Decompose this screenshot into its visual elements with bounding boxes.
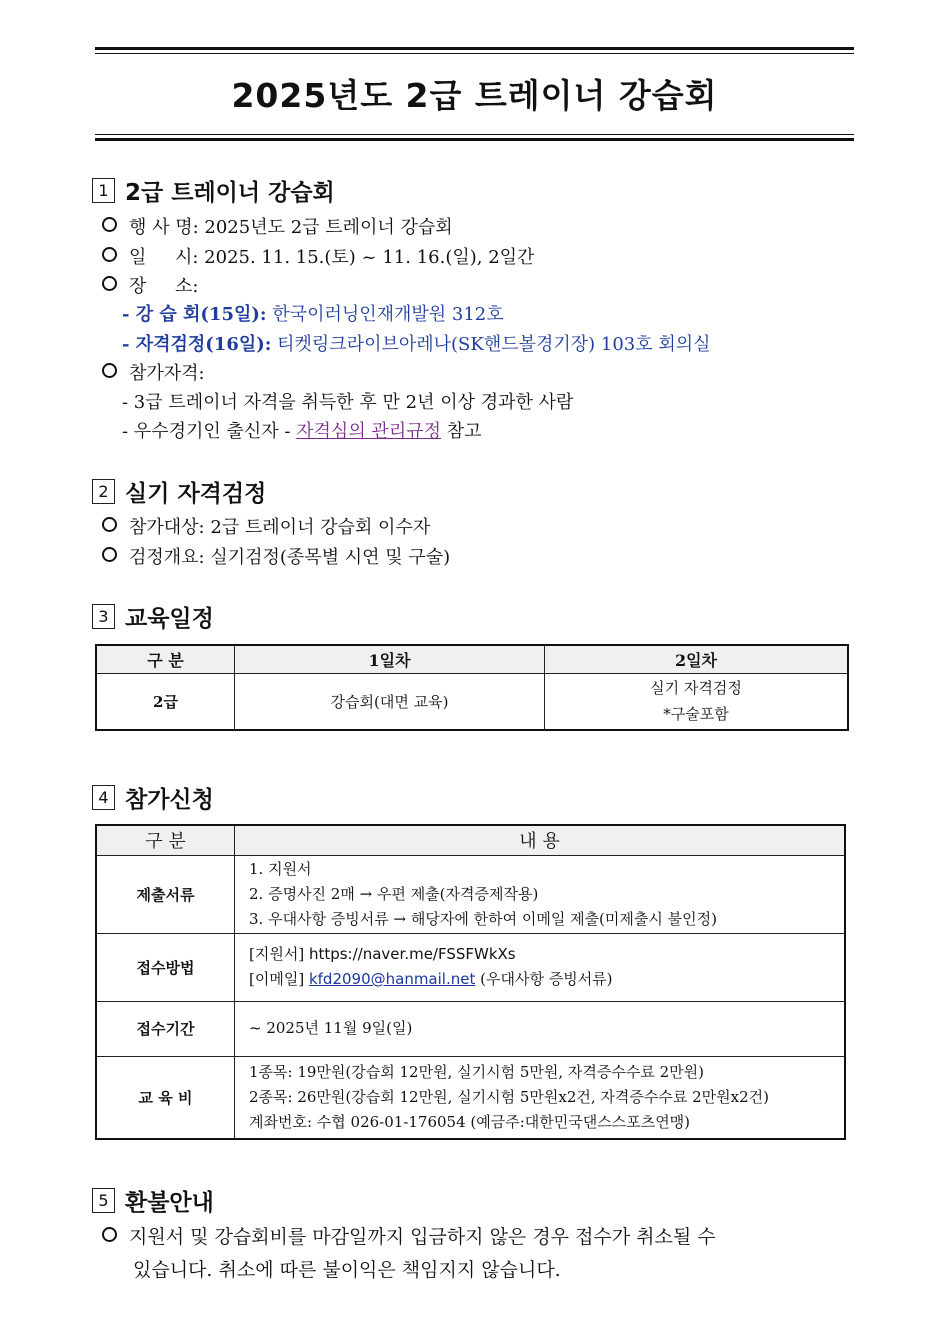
section-title: 2급 트레이너 강습회 (125, 180, 335, 206)
method-line-1 (249, 942, 843, 967)
period-content: ~ 2025년 11월 9일(일) (235, 1001, 846, 1056)
circle-bullet-icon (102, 217, 117, 232)
docs-content (235, 855, 846, 933)
refund-line-1 (102, 1222, 716, 1249)
method-content (235, 933, 846, 1001)
event-name-line (102, 213, 453, 239)
method-line-2 (249, 967, 843, 992)
section-title: 참가신청 (125, 787, 214, 813)
schedule-header-day2: 2일차 (545, 645, 849, 673)
schedule-day2-line2: *구술포함 (663, 705, 729, 724)
schedule-row-label: 2급 (96, 673, 235, 730)
regulation-link[interactable]: 자격심의 관리규정 (296, 421, 441, 442)
qualification-1: - 3급 트레이너 자격을 취득한 후 만 2년 이상 경과한 사람 (122, 392, 574, 413)
fee-item: 1종목: 19만원(강습회 12만원, 실기시험 5만원, 자격증수수료 2만원) (249, 1062, 704, 1081)
section-5-heading (92, 1184, 214, 1217)
application-header-row (96, 825, 845, 855)
application-header-content: 내 용 (235, 825, 846, 855)
schedule-day2-line1: 실기 자격검정 (650, 679, 742, 698)
method-row (96, 933, 845, 1001)
section-number: 4 (92, 785, 115, 810)
place-2-line (122, 330, 711, 356)
overview-line (102, 543, 450, 569)
method-label: 접수방법 (96, 933, 235, 1001)
fee-row (96, 1056, 845, 1139)
schedule-day2 (545, 673, 849, 730)
schedule-table (95, 644, 849, 731)
place-1-value: 한국이러닝인재개발원 312호 (272, 304, 504, 325)
place-2-label: - 자격검정(16일): (122, 334, 272, 355)
qualification-line (102, 359, 205, 385)
schedule-day1: 강습회(대면 교육) (235, 673, 545, 730)
event-name-text: 행 사 명: 2025년도 2급 트레이너 강습회 (129, 217, 453, 238)
qualification-2-prefix: - 우수경기인 출신자 - (122, 421, 297, 442)
schedule-header-day1: 1일차 (235, 645, 545, 673)
place-1-line (122, 300, 504, 326)
fee-item: 계좌번호: 수협 026-01-176054 (예금주:대한민국댄스스포츠연맹) (249, 1112, 691, 1131)
docs-label: 제출서류 (96, 855, 235, 933)
circle-bullet-icon (102, 363, 117, 378)
method-2-prefix: [이메일] (249, 970, 309, 988)
schedule-header-row (96, 645, 848, 673)
section-1-heading (92, 174, 335, 207)
fee-content (235, 1056, 846, 1139)
docs-item: 2. 증명사진 2매 → 우편 제출(자격증제작용) (249, 884, 539, 903)
section-title: 교육일정 (125, 606, 214, 632)
section-title: 실기 자격검정 (125, 481, 267, 507)
circle-bullet-icon (102, 547, 117, 562)
docs-item: 1. 지원서 (249, 859, 312, 878)
qualification-2-suffix: 참고 (440, 421, 482, 442)
fee-item: 2종목: 26만원(강습회 12만원, 실기시험 5만원x2건, 자격증수수료 2만원x2건) (249, 1087, 769, 1106)
section-2-heading (92, 475, 266, 508)
title-top-rule (95, 47, 854, 54)
target-line (102, 513, 430, 539)
email-link[interactable]: kfd2090@hanmail.net (308, 970, 476, 988)
circle-bullet-icon (102, 1227, 117, 1242)
qualification-2 (122, 417, 481, 443)
page-title: 2025년도 2급 트레이너 강습회 (231, 76, 718, 115)
section-number: 1 (92, 178, 115, 203)
section-number: 3 (92, 604, 115, 629)
section-number: 2 (92, 479, 115, 504)
period-label: 접수기간 (96, 1001, 235, 1056)
place-text: 장 소: (129, 276, 199, 297)
docs-item: 3. 우대사항 증빙서류 → 해당자에 한하여 이메일 제출(미제출시 불인정) (249, 909, 717, 928)
section-4-heading (92, 781, 214, 814)
overview-text: 검정개요: 실기검정(종목별 시연 및 구술) (129, 547, 451, 568)
section-title: 환불안내 (125, 1190, 214, 1216)
method-2-suffix: (우대사항 증빙서류) (475, 970, 613, 988)
schedule-header-category: 구 분 (96, 645, 235, 673)
qualification-text: 참가자격: (129, 363, 205, 384)
place-1-label: - 강 습 회(15일): (122, 304, 267, 325)
refund-text-1: 지원서 및 강습회비를 마감일까지 입금하지 않은 경우 접수가 취소될 수 (129, 1226, 716, 1248)
refund-line-2: 있습니다. 취소에 따른 불이익은 책임지지 않습니다. (133, 1259, 561, 1281)
application-table (95, 824, 846, 1140)
place-2-value: 티켓링크라이브아레나(SK핸드볼경기장) 103호 회의실 (277, 334, 711, 355)
circle-bullet-icon (102, 517, 117, 532)
title-bottom-rule (95, 134, 854, 141)
place-line (102, 272, 198, 298)
schedule-row (96, 673, 848, 730)
application-header-category: 구 분 (96, 825, 235, 855)
date-line (102, 243, 534, 269)
date-text: 일 시: 2025. 11. 15.(토) ~ 11. 16.(일), 2일간 (129, 247, 535, 268)
method-1-prefix: [지원서] (249, 945, 309, 963)
application-url-link[interactable]: https://naver.me/FSSFWkXs (308, 945, 516, 963)
docs-row (96, 855, 845, 933)
section-3-heading (92, 600, 214, 633)
circle-bullet-icon (102, 276, 117, 291)
period-row (96, 1001, 845, 1056)
fee-label: 교 육 비 (96, 1056, 235, 1139)
circle-bullet-icon (102, 247, 117, 262)
target-text: 참가대상: 2급 트레이너 강습회 이수자 (129, 517, 431, 538)
section-number: 5 (92, 1188, 115, 1213)
